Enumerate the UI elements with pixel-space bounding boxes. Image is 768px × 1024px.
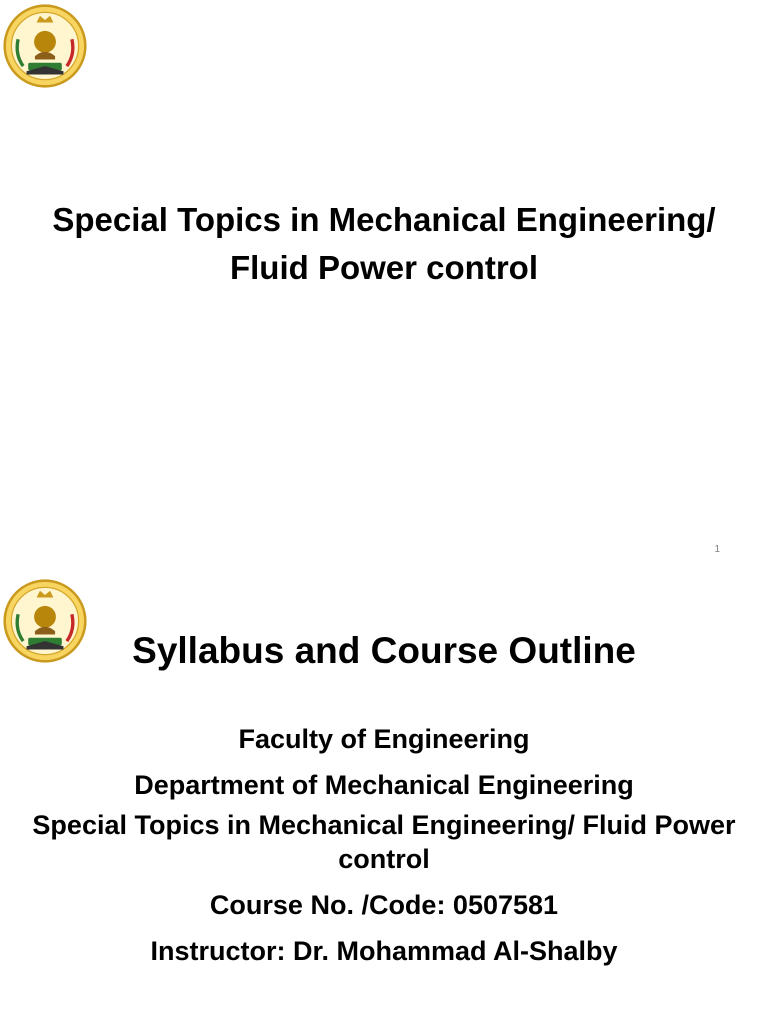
university-emblem-icon xyxy=(3,4,87,88)
slide-2 xyxy=(0,576,768,1024)
slide-title: Special Topics in Mechanical Engineering/ Fluid Power control xyxy=(52,201,716,286)
faculty-line: Faculty of Engineering xyxy=(238,724,530,754)
instructor-line: Instructor: Dr. Mohammad Al-Shalby xyxy=(150,936,618,966)
slide-number: 1 xyxy=(714,544,720,555)
slide-title: Syllabus and Course Outline xyxy=(132,630,636,671)
course-info xyxy=(30,716,738,974)
course-title-line: Special Topics in Mechanical Engineering/ Fluid Power control xyxy=(32,810,736,874)
course-code-line: Course No. /Code: 0507581 xyxy=(209,890,559,920)
department-line: Department of Mechanical Engineering xyxy=(134,770,634,800)
